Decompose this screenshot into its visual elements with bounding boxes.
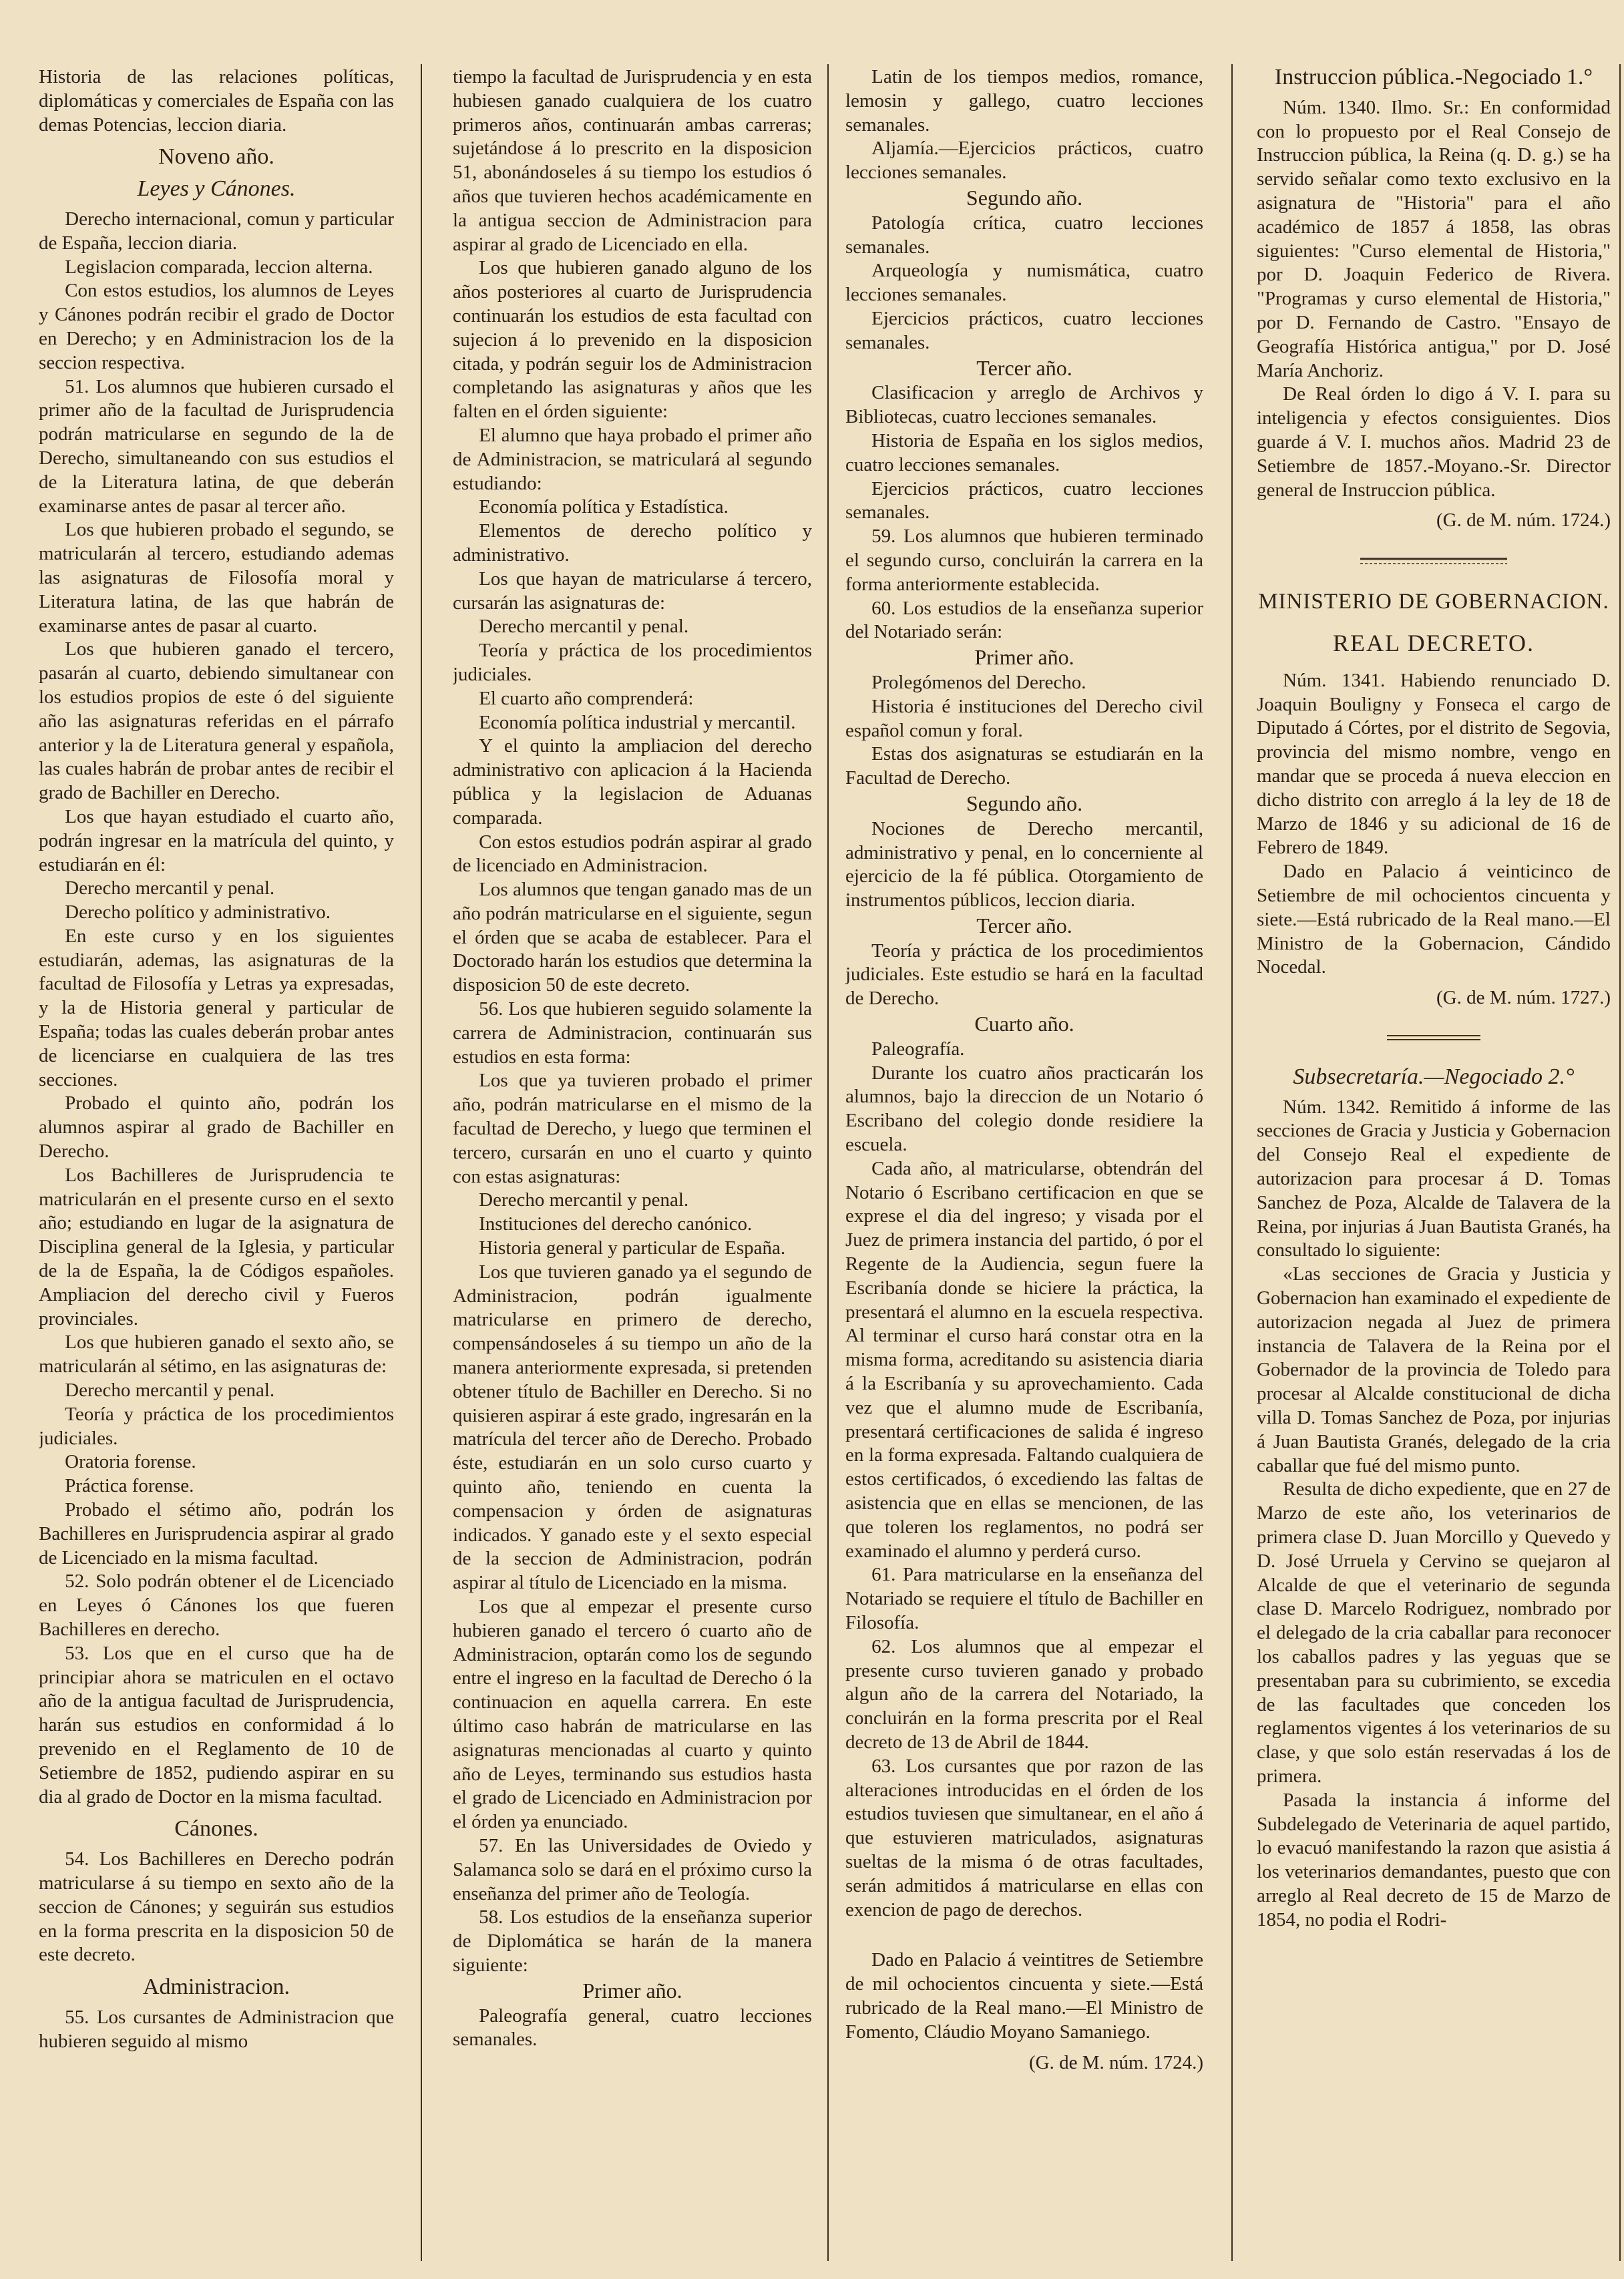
paragraph: El alumno que haya probado el primer año de Administracion, se matriculará al segundo estudiando: [453, 424, 812, 494]
paragraph: Los que ya tuvieren probado el primer año, podrán matricularse en el mismo de la facultad de Derecho, y luego que terminen el tercero, cursarán en uno el cuarto y quinto con estas asignaturas: [453, 1070, 812, 1187]
article-53: 53. Los que en el curso que ha de principiar ahora se matriculen en el octavo año de la antigua facultad de Jurisprudencia, harán sus estudios en conformidad á lo prevenido en el Reglamento de 10 de Setiembre de 1852, pudiendo aspirar en su dia al grado de Doctor en la misma facultad. [39, 1642, 394, 1808]
list-item: Derecho mercantil y penal. [479, 616, 689, 638]
section-heading: Administracion. [142, 1975, 290, 2000]
section-heading: Cánones. [174, 1816, 258, 1842]
list-item: Clasificacion y arreglo de Archivos y Bibliotecas, cuatro lecciones semanales. [845, 382, 1203, 428]
paragraph: Resulta de dicho expediente, que en 27 de Marzo de este año, los veterinarios de primera clase D. Juan Morcillo y Quevedo y D. José Urruela y Cervino se quejaron al Alcalde de que el veterinario de segunda clase D. Marcelo Rodriguez, nombrado por el delegado de la cria caballar para reconocer los caballos padres y las yeguas que se presentaban para su cubrimiento, se excedia de las facultades que conceden los reglamentos vigentes á los veterinarios de su clase, y que solo están reservadas á los de primera. [1257, 1478, 1611, 1787]
article-61: 61. Para matricularse en la enseñanza del Notariado se requiere el título de Bachiller en Filosofía. [845, 1564, 1203, 1633]
paragraph: Legislacion comparada, leccion alterna. [65, 256, 373, 278]
paragraph: Cada año, al matricularse, obtendrán del Notario ó Escribano certificacion en que se exprese el dia del ingreso; y visada por el Juez de primera instancia del partido, ó por el Regente de la Audiencia, segun fuere la Escribanía donde se hiciere la práctica, la presentará el alumno en la escuela respectiva. Al terminar el curso hará constar otra en la misma forma, acreditando su asistencia diaria á la Escribanía y su aprovechamiento. Cada vez que el alumno mude de Escribanía, presentará certificaciones de salida é ingreso en la forma expresada. Faltando cualquiera de estos certificados, ó excediendo las faltas de asistencia que en ellas se mencionen, de las que toleren los reglamentos, no podrá ser examinado el alumno y perderá curso. [845, 1157, 1203, 1562]
list-item: Nociones de Derecho mercantil, administrativo y penal, en lo concerniente al ejercicio de la fé pública. Otorgamiento de instrumentos públicos, leccion diaria. [845, 817, 1203, 911]
column-3 [845, 65, 1203, 2269]
decree-signature: Dado en Palacio á veintitres de Setiembre de mil ochocientos cincuenta y siete.—Está rubricado de la Real mano.—El Ministro de Fomento, Cláudio Moyano Samaniego. [845, 1949, 1203, 2043]
paragraph: Los que hayan de matricularse á tercero, cursarán las asignaturas de: [453, 568, 812, 614]
column-4 [1257, 65, 1611, 2269]
paragraph: Derecho internacional, comun y particular de España, leccion diaria. [39, 208, 394, 254]
paragraph: Con estos estudios podrán aspirar al grado de licenciado en Administracion. [453, 831, 812, 877]
paragraph: El cuarto año comprenderá: [479, 687, 694, 709]
column-rule [1231, 64, 1233, 2261]
list-item: Derecho mercantil y penal. [65, 877, 275, 899]
decree-title: REAL DECRETO. [1333, 629, 1535, 656]
column-rule [827, 64, 829, 2261]
gazette-ref-label: (G. de M. núm. [1029, 2051, 1149, 2073]
paragraph: Los que hayan estudiado el cuarto año, podrán ingresar en la matrícula del quinto, y estudiarán en él: [39, 805, 394, 875]
list-item: Historia general y particular de España. [479, 1237, 786, 1259]
article-63: 63. Los cursantes que por razon de las alteraciones introducidas en el órden de los estudios tuviesen que simultanear, en el año á que estuvieren matriculados, asignaturas sueltas de la misma ó de otras facultades, serán admitidos á matricularse en ellas con exencion de pago de derechos. [845, 1755, 1203, 1920]
section-heading: Instruccion pública.-Negociado 1.° [1274, 65, 1593, 89]
year-heading: Tercer año. [976, 355, 1072, 380]
article-54: 54. Los Bachilleres en Derecho podrán matricularse á su tiempo en sexto año de la seccion de Cánones; y seguirán sus estudios en la forma prescrita en la disposicion 50 de este decreto. [39, 1848, 394, 1966]
section-separator [1387, 1033, 1480, 1042]
paragraph: Pasada la instancia á informe del Subdelegado de Veterinaria de aquel partido, lo evacuó manifestando la razon que asistia á los veterinarios demandantes, puesto que con arreglo al Real decreto de 15 de Marzo de 1854, no podia el Rodri- [1257, 1789, 1611, 1930]
report-1342: Núm. 1342. Remitido á informe de las secciones de Gracia y Justicia y Gobernacion del Consejo Real el expediente de autorizacion para procesar á D. Tomas Sanchez de Poza, Alcalde de Talavera de la Reina, por injurias á Juan Bautista Granés, ha consultado lo siguiente: [1257, 1096, 1611, 1261]
column-1 [39, 65, 394, 2269]
list-item: Economía política industrial y mercantil. [479, 711, 796, 733]
list-item: Arqueología y numismática, cuatro lecciones semanales. [845, 260, 1203, 306]
list-item: Paleografía general, cuatro lecciones semanales. [453, 2005, 812, 2051]
paragraph: Los que al empezar el presente curso hubieren ganado el tercero ó cuarto año de Administracion, optarán como los de segundo entre el ingreso en la facultad de Derecho ó la continuacion en aquella carrera. En este último caso habrán de matricularse en las asignaturas mencionadas al cuarto y quinto año de Leyes, terminando sus estudios hasta el grado de Licenciado en Administracion por el órden ya enunciado. [453, 1596, 812, 1833]
paragraph: Los que hubieren ganado el tercero, pasarán al cuarto, debiendo simultanear con los estudios propios de este ó del siguiente año las asignaturas referidas en el párrafo anterior y la de Literatura general y española, las cuales habrán de probar antes de recibir el grado de Bachiller en Derecho. [39, 638, 394, 804]
year-heading: Tercer año. [976, 913, 1072, 938]
list-item: Patología crítica, cuatro lecciones semanales. [845, 212, 1203, 258]
article-59: 59. Los alumnos que hubieren terminado el segundo curso, concluirán la carrera en la forma anteriormente establecida. [845, 526, 1203, 595]
list-item: Historia de España en los siglos medios, cuatro lecciones semanales. [845, 429, 1203, 475]
gazette-reference [1257, 509, 1611, 533]
list-item: Práctica forense. [65, 1475, 194, 1497]
list-item: Teoría y práctica de los procedimientos judiciales. [39, 1403, 394, 1449]
list-item: Elementos de derecho político y administrativo. [453, 520, 812, 566]
paragraph: Probado el sétimo año, podrán los Bachilleres en Jurisprudencia aspirar al grado de Licenciado en la misma facultad. [39, 1499, 394, 1569]
article-55: 55. Los cursantes de Administracion que hubieren seguido al mismo [39, 2006, 394, 2052]
year-heading: Primer año. [974, 645, 1074, 670]
paragraph: Durante los cuatro años practicarán los alumnos, bajo la direccion de un Notario ó Escribano del colegio donde residiere la escuela. [845, 1062, 1203, 1156]
section-heading: Leyes y Cánones. [137, 176, 296, 202]
gazette-ref-number: 1724.) [1153, 2051, 1203, 2073]
list-item: Ejercicios prácticos, cuatro lecciones semanales. [845, 307, 1203, 353]
paragraph: Historia de las relaciones políticas, diplomáticas y comerciales de España con las demas Potencias, leccion diaria. [39, 66, 394, 136]
list-item: Estas dos asignaturas se estudiarán en la Facultad de Derecho. [845, 743, 1203, 789]
list-item: Derecho político y administrativo. [65, 901, 331, 923]
list-item: Derecho mercantil y penal. [65, 1380, 275, 1402]
year-heading: Cuarto año. [974, 1012, 1074, 1036]
column-rule [1619, 64, 1621, 2261]
list-item: Prolegómenos del Derecho. [871, 671, 1086, 693]
year-heading: Segundo año. [966, 791, 1083, 815]
paragraph: Los que hubieren ganado alguno de los años posteriores al cuarto de Jurisprudencia continuarán los estudios de esta facultad con sujecion á lo prevenido en la disposicion citada, y podrán seguir los de Administracion completando las asignaturas y años que les falten en el órden siguiente: [453, 257, 812, 423]
article-60: 60. Los estudios de la enseñanza superior del Notariado serán: [845, 597, 1203, 643]
section-separator [1360, 556, 1507, 568]
article-62: 62. Los alumnos que al empezar el presente curso tuvieren ganado y probado algun año de la carrera del Notariado, la concluirán en la forma prescrita por el Real decreto de 13 de Abril de 1844. [845, 1635, 1203, 1753]
paragraph: Y el quinto la ampliacion del derecho administrativo con aplicacion á la Hacienda pública y la legislacion de Aduanas comparada. [453, 735, 812, 829]
list-item: Ejercicios prácticos, cuatro lecciones semanales. [845, 477, 1203, 524]
order-1340: Núm. 1340. Ilmo. Sr.: En conformidad con lo propuesto por el Real Consejo de Instruccion pública, la Reina (q. D. g.) se ha servido señalar como texto exclusivo en la asignatura de "Historia" para el año académico de 1857 á 1858, las obras siguientes: "Curso elemental de Historia," por D. Joaquin Federico de Rivera. "Programas y curso elemental de Historia," por D. Fernando de Castro. "Ensayo de Geografía Histórica antigua," por D. José María Anchoriz. [1257, 96, 1611, 381]
article-56: 56. Los que hubieren seguido solamente la carrera de Administracion, continuarán sus estudios en esta forma: [453, 998, 812, 1068]
article-58: 58. Los estudios de la enseñanza superior de Diplomática se harán de la manera siguiente: [453, 1906, 812, 1976]
ministry-heading: MINISTERIO DE GOBERNACION. [1258, 590, 1609, 614]
decree-1341: Núm. 1341. Habiendo renunciado D. Joaquin Bouligny y Fonseca el cargo de Diputado á Córtes, por el distrito de Segovia, provincia del mismo nombre, vengo en mandar que se proceda á nueva eleccion en dicho distrito con arreglo á la ley de 18 de Marzo de 1846 y su adicional de 16 de Febrero de 1849. [1257, 669, 1611, 859]
list-item: Aljamía.—Ejercicios prácticos, cuatro lecciones semanales. [845, 138, 1203, 184]
gazette-ref-label: (G. de M. núm. [1436, 509, 1556, 532]
list-item: Teoría y práctica de los procedimientos judiciales. [453, 640, 812, 685]
paragraph: En este curso y en los siguientes estudiarán, ademas, las asignaturas de la facultad de Filosofía y Letras ya expresadas, y la de Historia general y particular de España; todas las cuales deberán probar antes de licenciarse en cualquiera de las tres secciones. [39, 925, 394, 1090]
list-item: Historia é instituciones del Derecho civil español comun y foral. [845, 695, 1203, 741]
paragraph: Los Bachilleres de Jurisprudencia te matricularán en el presente curso en el sexto año; estudiando en lugar de la asignatura de Disciplina general de la Iglesia, y particular de la de España, la de Códigos españoles. Ampliacion del derecho civil y Fueros provinciales. [39, 1164, 394, 1329]
column-rule [421, 64, 422, 2261]
list-item: Economía política y Estadística. [479, 496, 729, 518]
list-item: Derecho mercantil y penal. [479, 1189, 689, 1211]
year-heading: Primer año. [582, 1978, 682, 2003]
paragraph: Los que hubieren probado el segundo, se matricularán al tercero, estudiando ademas las asignaturas de Filosofía moral y Literatura latina, de las que habrán de examinarse antes de pasar al cuarto. [39, 519, 394, 636]
list-item: Paleografía. [871, 1038, 965, 1060]
paragraph: Con estos estudios, los alumnos de Leyes y Cánones podrán recibir el grado de Doctor en Derecho; y en Administracion los de la seccion respectiva. [39, 280, 394, 373]
gazette-ref-number: 1727.) [1561, 987, 1611, 1009]
gazette-reference [845, 2051, 1203, 2075]
section-heading: Noveno año. [158, 144, 274, 170]
list-item: Teoría y práctica de los procedimientos judiciales. Este estudio se hará en la facultad de Derecho. [845, 940, 1203, 1010]
list-item: Instituciones del derecho canónico. [479, 1213, 753, 1235]
paragraph: «Las secciones de Gracia y Justicia y Gobernacion han examinado el expediente de autorizacion negada al Juez de primera instancia de Talavera de la Reina por el Gobernador de la provincia de Toledo para procesar al Alcalde constitucional de dicha villa D. Tomas Sanchez de Poza, por injurias á Juan Bautista Granés, delegado de la cria caballar que fué del mismo punto. [1257, 1263, 1611, 1476]
paragraph: Dado en Palacio á veinticinco de Setiembre de mil ochocientos cincuenta y siete.—Está rubricado de la Real mano.—El Ministro de la Gobernacion, Cándido Nocedal. [1257, 861, 1611, 978]
paragraph: tiempo la facultad de Jurisprudencia y en esta hubiesen ganado cualquiera de los cuatro primeros años, continuarán ambas carreras; sujetándose á lo prescrito en la disposicion 51, abonándoseles á su tiempo los estudios ó años que tuvieren hechos académicamente en la antigua seccion de Administracion para aspirar al grado de Licenciado en ella. [453, 66, 812, 255]
article-51: 51. Los alumnos que hubieren cursado el primer año de la facultad de Jurisprudencia podrán matricularse en segundo de la de Derecho, simultaneando con sus estudios el de la Literatura latina, de que deberán examinarse antes de pasar al tercer año. [39, 375, 394, 517]
gazette-ref-number: 1724.) [1561, 509, 1611, 532]
paragraph: De Real órden lo digo á V. I. para su inteligencia y efectos consiguientes. Dios guarde á V. I. muchos años. Madrid 23 de Setiembre de 1857.-Moyano.-Sr. Director general de Instruccion pública. [1257, 383, 1611, 501]
section-heading: Subsecretaría.—Negociado 2.° [1293, 1064, 1575, 1089]
paragraph: Los que tuvieren ganado ya el segundo de Administracion, podrán igualmente matricularse en primero de derecho, compensándoseles á su tiempo un año de la manera anteriormente expresada, si pretenden obtener título de Bachiller en Derecho. Si no quisieren aspirar á este grado, ingresarán en la matrícula del tercer año de Derecho. Probado éste, estudiarán en un solo curso cuarto y quinto año, teniendo en cuenta la compensacion y órden de asignaturas indicados. Y ganado este y el sexto especial de la seccion de Administracion, podrán aspirar al título de Licenciado en la misma. [453, 1261, 812, 1594]
paragraph: Los alumnos que tengan ganado mas de un año podrán matricularse en el siguiente, segun el órden que se acaba de establecer. Para el Doctorado harán los estudios que determina la disposicion 50 de este decreto. [453, 879, 812, 996]
paragraph: Probado el quinto año, podrán los alumnos aspirar al grado de Bachiller en Derecho. [39, 1092, 394, 1163]
list-item: Oratoria forense. [65, 1451, 196, 1473]
gazette-reference [1257, 986, 1611, 1010]
article-52: 52. Solo podrán obtener el de Licenciado en Leyes ó Cánones los que fueren Bachilleres en derecho. [39, 1571, 394, 1640]
column-2 [453, 65, 812, 2269]
year-heading: Segundo año. [966, 185, 1083, 210]
paragraph: Los que hubieren ganado el sexto año, se matricularán al sétimo, en las asignaturas de: [39, 1331, 394, 1378]
gazette-ref-label: (G. de M. núm. [1436, 987, 1556, 1009]
list-item: Latin de los tiempos medios, romance, lemosin y gallego, cuatro lecciones semanales. [845, 66, 1203, 136]
article-57: 57. En las Universidades de Oviedo y Salamanca solo se dará en el próximo curso la enseñanza del primer año de Teología. [453, 1834, 812, 1904]
